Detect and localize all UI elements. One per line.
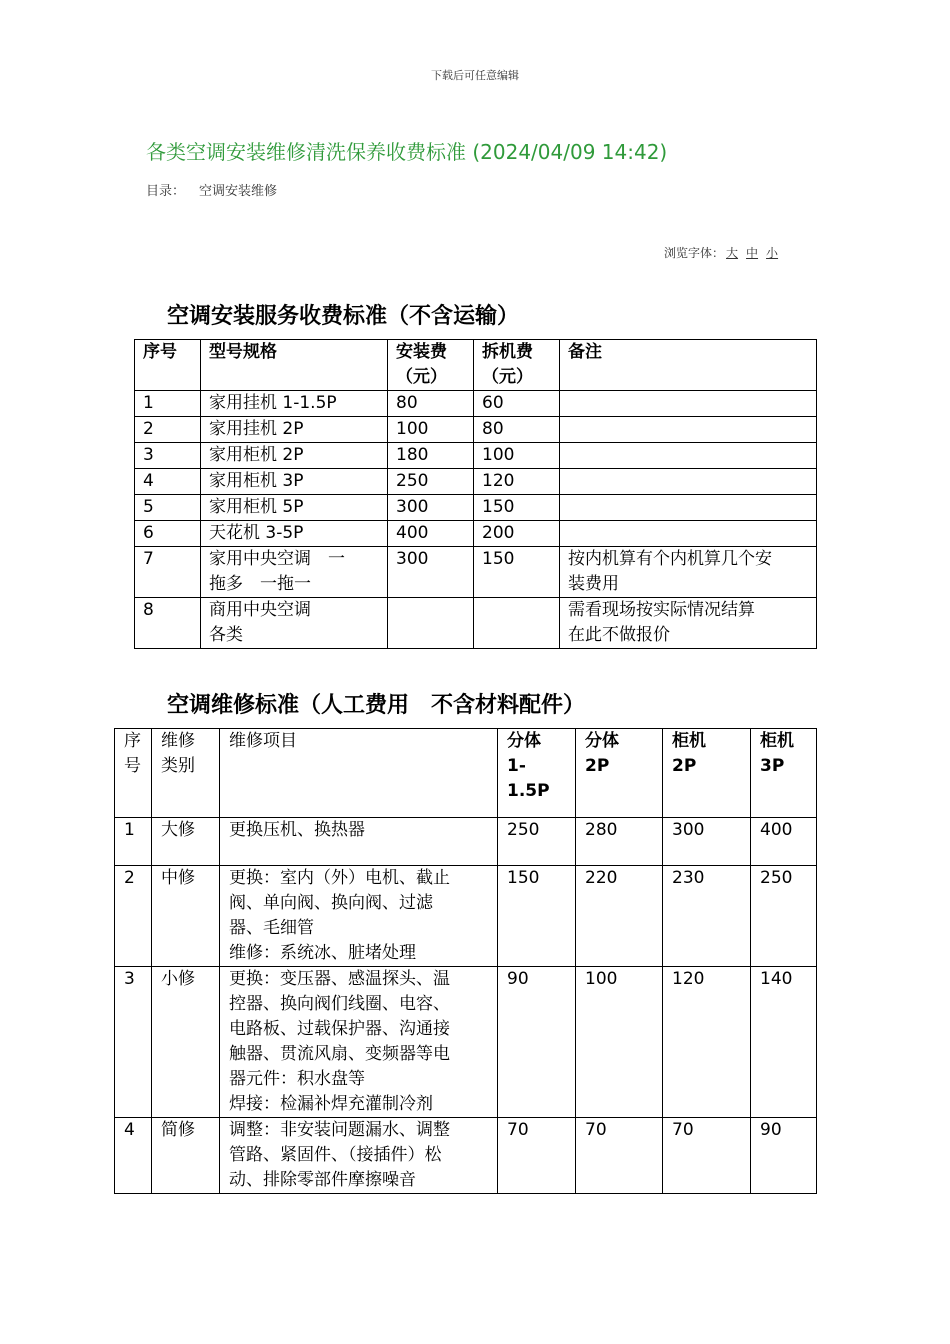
breadcrumb — [146, 180, 277, 199]
table-cell: 120 — [663, 967, 751, 1118]
table-row — [115, 866, 817, 967]
table-row — [135, 495, 817, 521]
table-cell: 80 — [474, 417, 560, 443]
table-cell: 230 — [663, 866, 751, 967]
page-title: 各类空调安装维修清洗保养收费标准 (2024/04/09 14:42) — [146, 140, 668, 164]
header-cell: 维修项目 — [220, 729, 498, 818]
header-cell: 备注 — [560, 340, 817, 391]
table-cell: 300 — [388, 495, 474, 521]
table-cell: 400 — [751, 818, 817, 866]
table-header-row — [115, 729, 817, 818]
table-cell: 商用中央空调 各类 — [201, 598, 388, 649]
table-cell: 70 — [498, 1118, 576, 1194]
header-cell: 分体 2P — [576, 729, 663, 818]
table-cell: 70 — [663, 1118, 751, 1194]
table-cell: 调整：非安装问题漏水、调整 管路、紧固件、（接插件）松 动、排除零部件摩擦噪音 — [220, 1118, 498, 1194]
table-cell: 90 — [498, 967, 576, 1118]
table-cell: 2 — [115, 866, 152, 967]
header-cell: 分体 1- 1.5P — [498, 729, 576, 818]
table-cell: 140 — [751, 967, 817, 1118]
header-cell: 型号规格 — [201, 340, 388, 391]
table-cell: 3 — [135, 443, 201, 469]
table-row — [135, 547, 817, 598]
table-cell: 简修 — [152, 1118, 220, 1194]
table-cell: 180 — [388, 443, 474, 469]
table-row — [135, 598, 817, 649]
table-cell: 250 — [498, 818, 576, 866]
table-cell: 家用柜机 5P — [201, 495, 388, 521]
table-cell: 150 — [474, 547, 560, 598]
table-cell: 天花机 3-5P — [201, 521, 388, 547]
table-cell: 8 — [135, 598, 201, 649]
table-cell: 280 — [576, 818, 663, 866]
header-cell: 安装费 （元） — [388, 340, 474, 391]
header-cell: 维修 类别 — [152, 729, 220, 818]
table-cell: 更换：变压器、感温探头、温 控器、换向阀们线圈、电容、 电路板、过载保护器、沟通接 触器、贯流风扇、变频器等电 器元件：积水盘等 焊接：检漏补焊充灌制冷剂 — [220, 967, 498, 1118]
table-cell: 4 — [135, 469, 201, 495]
table-cell: 90 — [751, 1118, 817, 1194]
table-cell — [474, 598, 560, 649]
table-cell: 按内机算有个内机算几个安 装费用 — [560, 547, 817, 598]
table-cell: 100 — [388, 417, 474, 443]
toc-label: 目录： — [146, 184, 186, 199]
font-size-label: 浏览字体： — [664, 246, 725, 260]
table-cell: 2 — [135, 417, 201, 443]
table-cell: 400 — [388, 521, 474, 547]
table-row — [135, 417, 817, 443]
table-row — [115, 818, 817, 866]
table-cell: 300 — [388, 547, 474, 598]
table-row — [135, 469, 817, 495]
table-cell: 更换压机、换热器 — [220, 818, 498, 866]
table-row — [135, 391, 817, 417]
font-size-switcher — [664, 244, 778, 261]
table-cell: 150 — [498, 866, 576, 967]
table-cell: 250 — [751, 866, 817, 967]
table-cell: 需看现场按实际情况结算 在此不做报价 — [560, 598, 817, 649]
table-cell: 小修 — [152, 967, 220, 1118]
table-cell: 家用柜机 2P — [201, 443, 388, 469]
table-row — [135, 443, 817, 469]
table-cell: 100 — [576, 967, 663, 1118]
table-cell — [560, 495, 817, 521]
table-cell: 5 — [135, 495, 201, 521]
table-row — [115, 967, 817, 1118]
table-cell: 4 — [115, 1118, 152, 1194]
table-cell — [560, 469, 817, 495]
header-note: 下载后可任意编辑 — [431, 69, 519, 82]
table-cell: 更换：室内（外）电机、截止 阀、单向阀、换向阀、过滤 器、毛细管 维修：系统冰、脏堵处理 — [220, 866, 498, 967]
table-header-row — [135, 340, 817, 391]
table-cell: 150 — [474, 495, 560, 521]
table-cell — [560, 417, 817, 443]
table-cell: 大修 — [152, 818, 220, 866]
font-size-large-link[interactable]: 大 — [726, 246, 739, 260]
table-cell: 家用柜机 3P — [201, 469, 388, 495]
install-fee-table — [134, 339, 817, 649]
table-cell: 200 — [474, 521, 560, 547]
header-cell: 序 号 — [115, 729, 152, 818]
table-row — [115, 1118, 817, 1194]
table-cell: 6 — [135, 521, 201, 547]
table-cell: 60 — [474, 391, 560, 417]
install-section-title: 空调安装服务收费标准（不含运输） — [167, 304, 520, 329]
table-cell: 中修 — [152, 866, 220, 967]
table-cell — [560, 443, 817, 469]
toc-link[interactable]: 空调安装维修 — [199, 184, 278, 199]
header-cell: 序号 — [135, 340, 201, 391]
table-cell — [388, 598, 474, 649]
table-cell: 80 — [388, 391, 474, 417]
table-cell: 250 — [388, 469, 474, 495]
table-cell: 70 — [576, 1118, 663, 1194]
table-cell: 3 — [115, 967, 152, 1118]
table-cell: 家用中央空调 一 拖多 一拖一 — [201, 547, 388, 598]
font-size-medium-link[interactable]: 中 — [746, 246, 759, 260]
repair-fee-table — [114, 728, 817, 1194]
table-cell: 1 — [135, 391, 201, 417]
header-cell: 拆机费 （元） — [474, 340, 560, 391]
table-cell: 7 — [135, 547, 201, 598]
table-cell: 家用挂机 2P — [201, 417, 388, 443]
table-cell: 100 — [474, 443, 560, 469]
repair-section-title: 空调维修标准（人工费用 不含材料配件） — [167, 693, 586, 718]
table-cell: 300 — [663, 818, 751, 866]
header-cell: 柜机 2P — [663, 729, 751, 818]
font-size-small-link[interactable]: 小 — [766, 246, 779, 260]
table-cell: 1 — [115, 818, 152, 866]
table-cell — [560, 521, 817, 547]
table-cell: 220 — [576, 866, 663, 967]
table-cell: 家用挂机 1-1.5P — [201, 391, 388, 417]
table-cell: 120 — [474, 469, 560, 495]
table-cell — [560, 391, 817, 417]
table-row — [135, 521, 817, 547]
header-cell: 柜机 3P — [751, 729, 817, 818]
